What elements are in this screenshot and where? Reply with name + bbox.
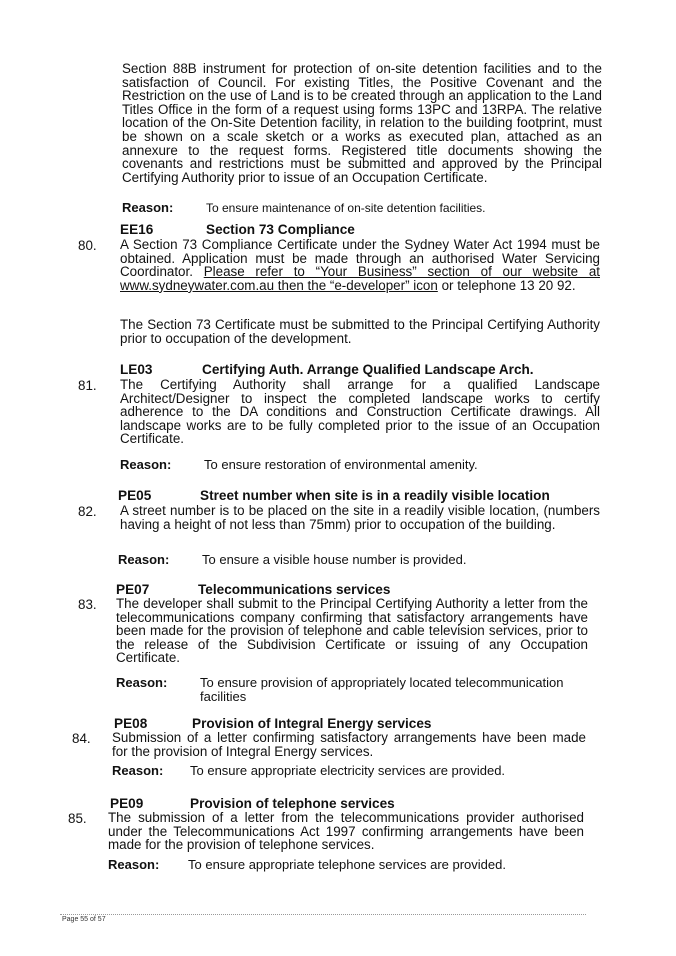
condition-code: PE07: [116, 582, 150, 597]
pe05-reason: [118, 553, 602, 567]
reason-text: To ensure provision of appropriately located telecommunication facilities: [200, 675, 564, 704]
reason-label: Reason:: [120, 457, 172, 472]
sydney-water-website-link[interactable]: Please refer to “Your Business” section of our website at www.sydneywater.com.au then the “e-developer” icon: [120, 264, 600, 293]
reason-text: To ensure maintenance of on-site detention facilities.: [206, 201, 486, 215]
condition-heading-pe09: [110, 796, 395, 811]
reason-text: To ensure a visible house number is provided.: [202, 552, 467, 567]
pe07-paragraph: The developer shall submit to the Principal Certifying Authority a letter from the telecommunications company confirming that satisfactory arrangements have been made for the provision of telephone and cable television services, prior to the release of the Subdivision Certificate or issuing of any Occupation Certificate.: [116, 596, 588, 666]
reason-label: Reason:: [122, 200, 174, 215]
condition-number: 85.: [68, 811, 87, 826]
pe08-paragraph: Submission of a letter confirming satisfactory arrangements have been made for the provision of Integral Energy services.: [112, 730, 586, 759]
condition-heading-pe05: [118, 488, 550, 503]
condition-code: PE05: [118, 488, 152, 503]
condition-title: Street number when site is in a readily visible location: [200, 488, 550, 503]
condition-code: LE03: [120, 362, 153, 377]
pe05-paragraph: A street number is to be placed on the site in a readily visible location, (numbers having a height of not less than 75mm) prior to occupation of the building.: [120, 503, 600, 532]
pe07-reason: [116, 676, 594, 704]
condition-code: PE09: [110, 796, 144, 811]
intro-reason: [122, 201, 606, 215]
condition-heading-pe07: [116, 582, 390, 597]
condition-title: Telecommunications services: [198, 582, 391, 597]
condition-number: 83.: [78, 597, 97, 612]
condition-number: 80.: [78, 238, 97, 253]
condition-title: Provision of telephone services: [190, 796, 395, 811]
reason-label: Reason:: [112, 763, 164, 778]
reason-label: Reason:: [118, 552, 170, 567]
condition-code: PE08: [114, 716, 148, 731]
pe08-reason: [112, 764, 590, 778]
reason-label: Reason:: [108, 857, 160, 872]
le03-paragraph: The Certifying Authority shall arrange for a qualified Landscape Architect/Designer to inspect the completed landscape works to certify adherence to the DA conditions and Construction Certificate drawings. All landscape works are to be fully completed prior to the issue of an Occupation Certificate.: [120, 377, 600, 447]
condition-number: 82.: [78, 504, 97, 519]
intro-paragraph: Section 88B instrument for protection of on-site detention facilities and to the satisfaction of Council. For existing Titles, the Positive Covenant and the Restriction on the use of Land is to be created through an application to the Land Titles Office in the form of a request using forms 13PC and 13RPA. The relative location of the On-Site Detention facility, in relation to the building footprint, must be shown on a scale sketch or a works as executed plan, attached as an annexure to the request forms. Registered title documents showing the covenants and restrictions must be submitted and approved by the Principal Certifying Authority prior to issue of an Occupation Certificate.: [122, 61, 602, 185]
condition-title: Section 73 Compliance: [206, 222, 355, 237]
pe09-paragraph: The submission of a letter from the telecommunications provider authorised under the Telecommunications Act 1997 confirming arrangements have been made for the provision of telephone services.: [108, 810, 584, 853]
ee16-paragraph: [120, 238, 600, 292]
reason-text: To ensure restoration of environmental amenity.: [204, 457, 478, 472]
condition-heading-pe08: [114, 716, 432, 731]
ee16-text: A Section 73 Compliance Certificate under the Sydney Water Act 1994 must be obtained. Application must be made through an authorised Water Servicing Coordinator.: [120, 237, 600, 280]
reason-label: Reason:: [116, 675, 168, 690]
condition-heading-le03: [120, 362, 534, 377]
reason-text: To ensure appropriate electricity services are provided.: [190, 763, 506, 778]
ee16-phone: or telephone 13 20 92.: [441, 277, 576, 293]
condition-heading-ee16: [120, 222, 355, 237]
condition-title: Provision of Integral Energy services: [192, 716, 432, 731]
condition-number: 81.: [78, 378, 97, 393]
condition-number: 84.: [72, 731, 91, 746]
condition-code: EE16: [120, 222, 154, 237]
le03-reason: [120, 458, 604, 472]
ee16-paragraph-2: The Section 73 Certificate must be submitted to the Principal Certifying Authority prior to occupation of the development.: [120, 317, 600, 346]
footer-divider: [60, 914, 586, 915]
condition-title: Certifying Auth. Arrange Qualified Landscape Arch.: [202, 362, 534, 377]
pe09-reason: [108, 858, 588, 872]
page-number: Page 55 of 57: [62, 916, 106, 923]
reason-text: To ensure appropriate telephone services are provided.: [188, 857, 506, 872]
